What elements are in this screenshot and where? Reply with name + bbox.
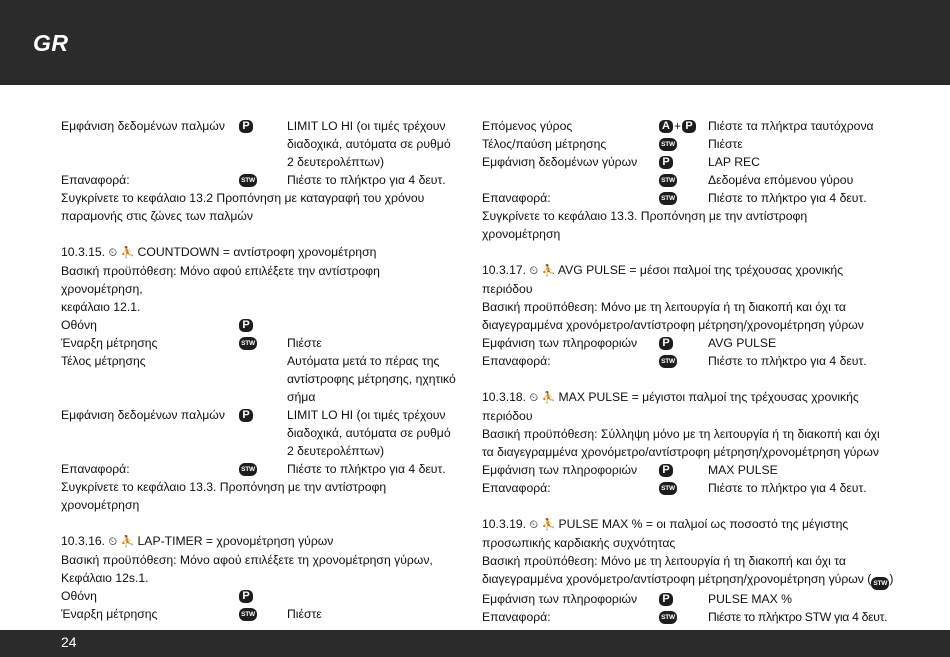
row-value: AVG PULSE <box>708 336 777 350</box>
stw-key-icon: STW <box>659 611 677 624</box>
row-next-lap-data <box>482 171 892 189</box>
section-heading: 10.3.15. ⏲ ⛹ COUNTDOWN = αντίστροφη χρονομέτρηση <box>61 245 377 259</box>
stw-key-icon: STW <box>239 463 257 476</box>
row-value: MAX PULSE <box>708 463 778 477</box>
row-display <box>61 316 456 334</box>
row-value: Πιέστε το πλήκτρο για 4 δευτ. <box>287 173 446 187</box>
stopwatch-icon: ⏲ <box>529 392 539 404</box>
row-label: Επαναφορά: <box>482 481 551 495</box>
p-key-icon: P <box>239 590 253 603</box>
paragraph: Βασική προϋπόθεση: Μόνο με τη λειτουργία ή τη διακοπή και όχι τα <box>482 300 846 314</box>
row-value: Πιέστε το πλήκτρο για 4 δευτ. <box>708 354 867 368</box>
row-value: LIMIT LO HI (οι τιμές τρέχουν <box>287 408 446 422</box>
paragraph: χρονομέτρηση <box>61 498 140 512</box>
row-value: 2 δευτερολέπτων) <box>287 155 385 169</box>
row-value: σήμα <box>287 390 316 404</box>
row-value: Πιέστε το πλήκτρο για 4 δευτ. <box>287 462 446 476</box>
paragraph: τα διαγεγραμμένα χρονόμετρο/αντίστροφη μέτρηση/χρονομέτρηση γύρων <box>482 445 879 459</box>
row-value: Πιέστε <box>287 607 322 621</box>
runner-icon: ⛹ <box>541 265 556 277</box>
row-value: LAP REC <box>708 155 760 169</box>
paragraph: Βασική προϋπόθεση: Σύλληψη μόνο με τη λειτουργία ή τη διακοπή και όχι <box>482 427 880 441</box>
row-value: PULSE MAX % <box>708 592 792 606</box>
row-label: Έναρξη μέτρησης <box>61 336 158 350</box>
stw-key-icon: STW <box>239 608 257 621</box>
p-key-icon: P <box>659 593 673 606</box>
page-number: 24 <box>61 634 77 650</box>
row-value: Αυτόματα μετά το πέρας της <box>287 354 440 368</box>
left-column <box>61 117 456 623</box>
row-value: Πιέστε το πλήκτρο για 4 δευτ. <box>708 481 867 495</box>
paragraph: Συγκρίνετε το κεφάλαιο 13.3. Προπόνηση με την αντίστροφη <box>61 480 387 494</box>
stw-key-icon: STW <box>239 337 257 350</box>
paragraph: διαγεγραμμένα χρονόμετρο/αντίστροφη μέτρηση/χρονομέτρηση γύρων ( STW ) <box>482 570 892 590</box>
row-start <box>61 605 456 623</box>
section-heading: 10.3.17. ⏲ ⛹ AVG PULSE = μέσοι παλμοί της τρέχουσας χρονικής <box>482 263 844 277</box>
row-end <box>61 352 456 406</box>
p-key-icon: P <box>239 409 253 422</box>
paragraph: Βασική προϋπόθεση: Μόνο με τη λειτουργία ή τη διακοπή και όχι τα <box>482 554 846 568</box>
row-info <box>482 334 892 352</box>
row-value: LIMIT LO HI (οι τιμές τρέχουν <box>287 119 446 133</box>
section-heading: 10.3.18. ⏲ ⛹ MAX PULSE = μέγιστοι παλμοί της τρέχουσας χρονικής <box>482 390 859 404</box>
paragraph: Συγκρίνετε το κεφάλαιο 13.3. Προπόνηση με την αντίστροφη <box>482 209 808 223</box>
p-key-icon: P <box>659 337 673 350</box>
row-end-pause <box>482 135 892 153</box>
row-next-lap: Επόμενος γύρος A + P Πιέστε τα πλήκτρα ταυτόχρονα <box>482 117 892 135</box>
row-value: Πιέστε το πλήκτρο STW για 4 δευτ. <box>708 610 888 624</box>
stw-key-icon: STW <box>871 577 889 590</box>
row-label: Εμφάνιση των πληροφοριών <box>482 336 638 350</box>
section-heading-cont: περιόδου <box>482 282 533 296</box>
row-reset <box>482 608 892 626</box>
runner-icon: ⛹ <box>120 247 135 259</box>
page-header <box>0 0 950 85</box>
row-label: Οθόνη <box>61 589 97 603</box>
row-label: Εμφάνιση δεδομένων γύρων <box>482 155 638 169</box>
p-key-icon: P <box>659 464 673 477</box>
row-value: Πιέστε τα πλήκτρα ταυτόχρονα <box>708 119 874 133</box>
stw-key-icon: STW <box>659 355 677 368</box>
row-display <box>61 587 456 605</box>
stopwatch-icon: ⏲ <box>108 247 118 259</box>
paragraph: Βασική προϋπόθεση: Μόνο αφού επιλέξετε τη χρονομέτρηση γύρων, <box>61 553 433 567</box>
paragraph: Βασική προϋπόθεση: Μόνο αφού επιλέξετε την αντίστροφη χρονομέτρηση, <box>61 264 380 296</box>
a-key-icon: A <box>659 120 673 133</box>
language-code: GR <box>33 30 69 56</box>
row-value: Πιέστε <box>287 336 322 350</box>
row-label: Επαναφορά: <box>61 173 130 187</box>
row-info <box>482 590 892 608</box>
runner-icon: ⛹ <box>541 392 556 404</box>
row-label: Οθόνη <box>61 318 97 332</box>
p-key-icon: P <box>659 156 673 169</box>
row-label: Εμφάνιση δεδομένων παλμών <box>61 119 225 133</box>
stw-key-icon: STW <box>659 174 677 187</box>
section-heading-cont: περιόδου <box>482 409 533 423</box>
row-label: Επαναφορά: <box>482 354 551 368</box>
row-value: διαδοχικά, αυτόματα σε ρυθμό <box>287 426 451 440</box>
section-heading-cont: προσωπικής καρδιακής συχνότητας <box>482 536 676 550</box>
paragraph: διαγεγραμμένα χρονόμετρο/αντίστροφη μέτρηση/χρονομέτρηση γύρων <box>482 318 864 332</box>
stopwatch-icon: ⏲ <box>529 265 539 277</box>
row-label: Εμφάνιση των πληροφοριών <box>482 592 638 606</box>
paragraph: Συγκρίνετε το κεφάλαιο 13.2 Προπόνηση με καταγραφή του χρόνου <box>61 191 425 205</box>
row-reset <box>61 171 456 189</box>
p-key-icon: P <box>239 120 253 133</box>
p-key-icon: P <box>682 120 696 133</box>
row-info <box>482 461 892 479</box>
page-footer <box>0 630 950 657</box>
paragraph: κεφάλαιο 12.1. <box>61 300 141 314</box>
stopwatch-icon: ⏲ <box>108 536 118 548</box>
stw-key-icon: STW <box>239 174 257 187</box>
row-pulse-data <box>61 117 456 171</box>
paragraph: παραμονής στις ζώνες των παλμών <box>61 209 253 223</box>
row-label: Έναρξη μέτρησης <box>61 607 158 621</box>
row-label: Τέλος/παύση μέτρησης <box>482 137 607 151</box>
row-label: Επαναφορά: <box>61 462 130 476</box>
row-label: Επαναφορά: <box>482 610 551 624</box>
stw-key-icon: STW <box>659 192 677 205</box>
p-key-icon: P <box>239 319 253 332</box>
row-reset <box>61 460 456 478</box>
row-value: 2 δευτερολέπτων) <box>287 444 385 458</box>
row-reset <box>482 479 892 497</box>
row-reset <box>482 189 892 207</box>
paragraph: Κεφάλαιο 12s.1. <box>61 571 149 585</box>
row-lap-data <box>482 153 892 171</box>
stw-key-icon: STW <box>659 138 677 151</box>
row-label: Επόμενος γύρος <box>482 119 573 133</box>
row-label: Εμφάνιση των πληροφοριών <box>482 463 638 477</box>
right-column <box>482 117 892 626</box>
row-value: διαδοχικά, αυτόματα σε ρυθμό <box>287 137 451 151</box>
row-value: Δεδομένα επόμενου γύρου <box>708 173 854 187</box>
row-value: Πιέστε <box>708 137 743 151</box>
row-start <box>61 334 456 352</box>
stopwatch-icon: ⏲ <box>529 519 539 531</box>
stw-key-icon: STW <box>659 482 677 495</box>
row-value: Πιέστε το πλήκτρο για 4 δευτ. <box>708 191 867 205</box>
runner-icon: ⛹ <box>541 519 556 531</box>
row-reset <box>482 352 892 370</box>
runner-icon: ⛹ <box>120 536 135 548</box>
row-label: Επαναφορά: <box>482 191 551 205</box>
row-label: Εμφάνιση δεδομένων παλμών <box>61 408 225 422</box>
paragraph: χρονομέτρηση <box>482 227 561 241</box>
row-label: Τέλος μέτρησης <box>61 354 146 368</box>
section-heading: 10.3.19. ⏲ ⛹ PULSE MAX % = οι παλμοί ως ποσοστό της μέγιστης <box>482 517 849 531</box>
row-pulse-data <box>61 406 456 460</box>
section-heading: 10.3.16. ⏲ ⛹ LAP-TIMER = χρονομέτρηση γύρων <box>61 534 334 548</box>
row-value: αντίστροφης μέτρησης, ηχητικό <box>287 372 456 386</box>
